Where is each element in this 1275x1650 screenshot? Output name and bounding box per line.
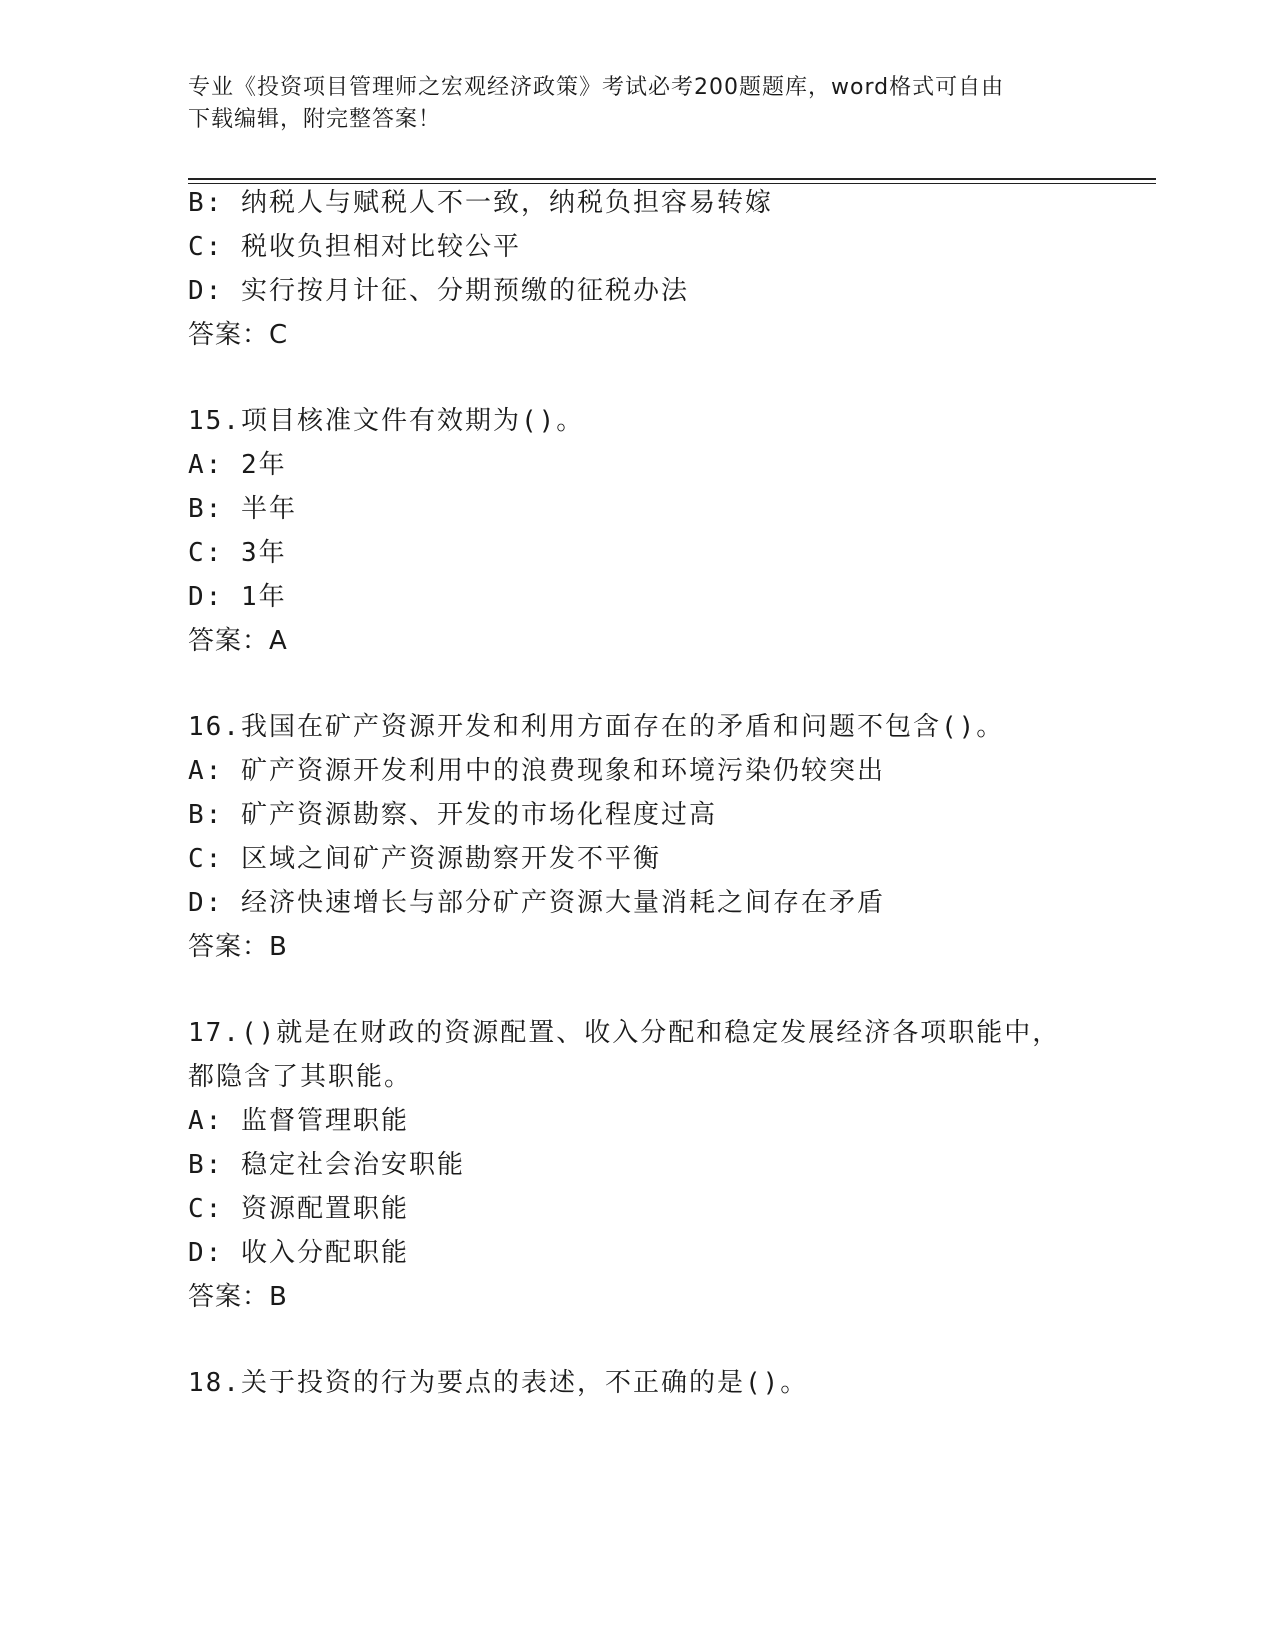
q17-answer: 答案：B xyxy=(188,1282,288,1312)
q15-question: 15.项目核准文件有效期为()。 xyxy=(188,406,585,436)
q15-option-b: B: 半年 xyxy=(188,494,297,524)
q16-option-c: C: 区域之间矿产资源勘察开发不平衡 xyxy=(188,844,661,874)
q16-option-d: D: 经济快速增长与部分矿产资源大量消耗之间存在矛盾 xyxy=(188,888,885,918)
q18-question: 18.关于投资的行为要点的表述，不正确的是()。 xyxy=(188,1368,809,1398)
q14-option-d: D: 实行按月计征、分期预缴的征税办法 xyxy=(188,276,689,306)
header-divider-thick xyxy=(188,178,1156,180)
q14-answer: 答案：C xyxy=(188,320,289,350)
q14-option-c: C: 税收负担相对比较公平 xyxy=(188,232,521,262)
q15-answer: 答案：A xyxy=(188,626,288,656)
q15-option-a: A: 2年 xyxy=(188,450,287,480)
q17-option-b: B: 稳定社会治安职能 xyxy=(188,1150,465,1180)
q16-answer: 答案：B xyxy=(188,932,288,962)
q15-option-d: D: 1年 xyxy=(188,582,287,612)
header-divider-thin xyxy=(188,183,1156,184)
q17-option-c: C: 资源配置职能 xyxy=(188,1194,409,1224)
q17-option-d: D: 收入分配职能 xyxy=(188,1238,409,1268)
q16-option-a: A: 矿产资源开发利用中的浪费现象和环境污染仍较突出 xyxy=(188,756,885,786)
q15-option-c: C: 3年 xyxy=(188,538,287,568)
q16-question: 16.我国在矿产资源开发和利用方面存在的矛盾和问题不包含()。 xyxy=(188,712,1005,742)
header-line-2: 下载编辑，附完整答案！ xyxy=(188,107,442,132)
q17-question-line-1: 17.()就是在财政的资源配置、收入分配和稳定发展经济各项职能中， xyxy=(188,1018,1061,1048)
header-line-1: 专业《投资项目管理师之宏观经济政策》考试必考200题题库，word格式可自由 xyxy=(188,75,1005,100)
document-header xyxy=(188,72,1088,136)
q17-question-line-2: 都隐含了其职能。 xyxy=(188,1062,413,1092)
q16-option-b: B: 矿产资源勘察、开发的市场化程度过高 xyxy=(188,800,717,830)
q17-option-a: A: 监督管理职能 xyxy=(188,1106,409,1136)
q14-option-b: B: 纳税人与赋税人不一致，纳税负担容易转嫁 xyxy=(188,188,773,218)
